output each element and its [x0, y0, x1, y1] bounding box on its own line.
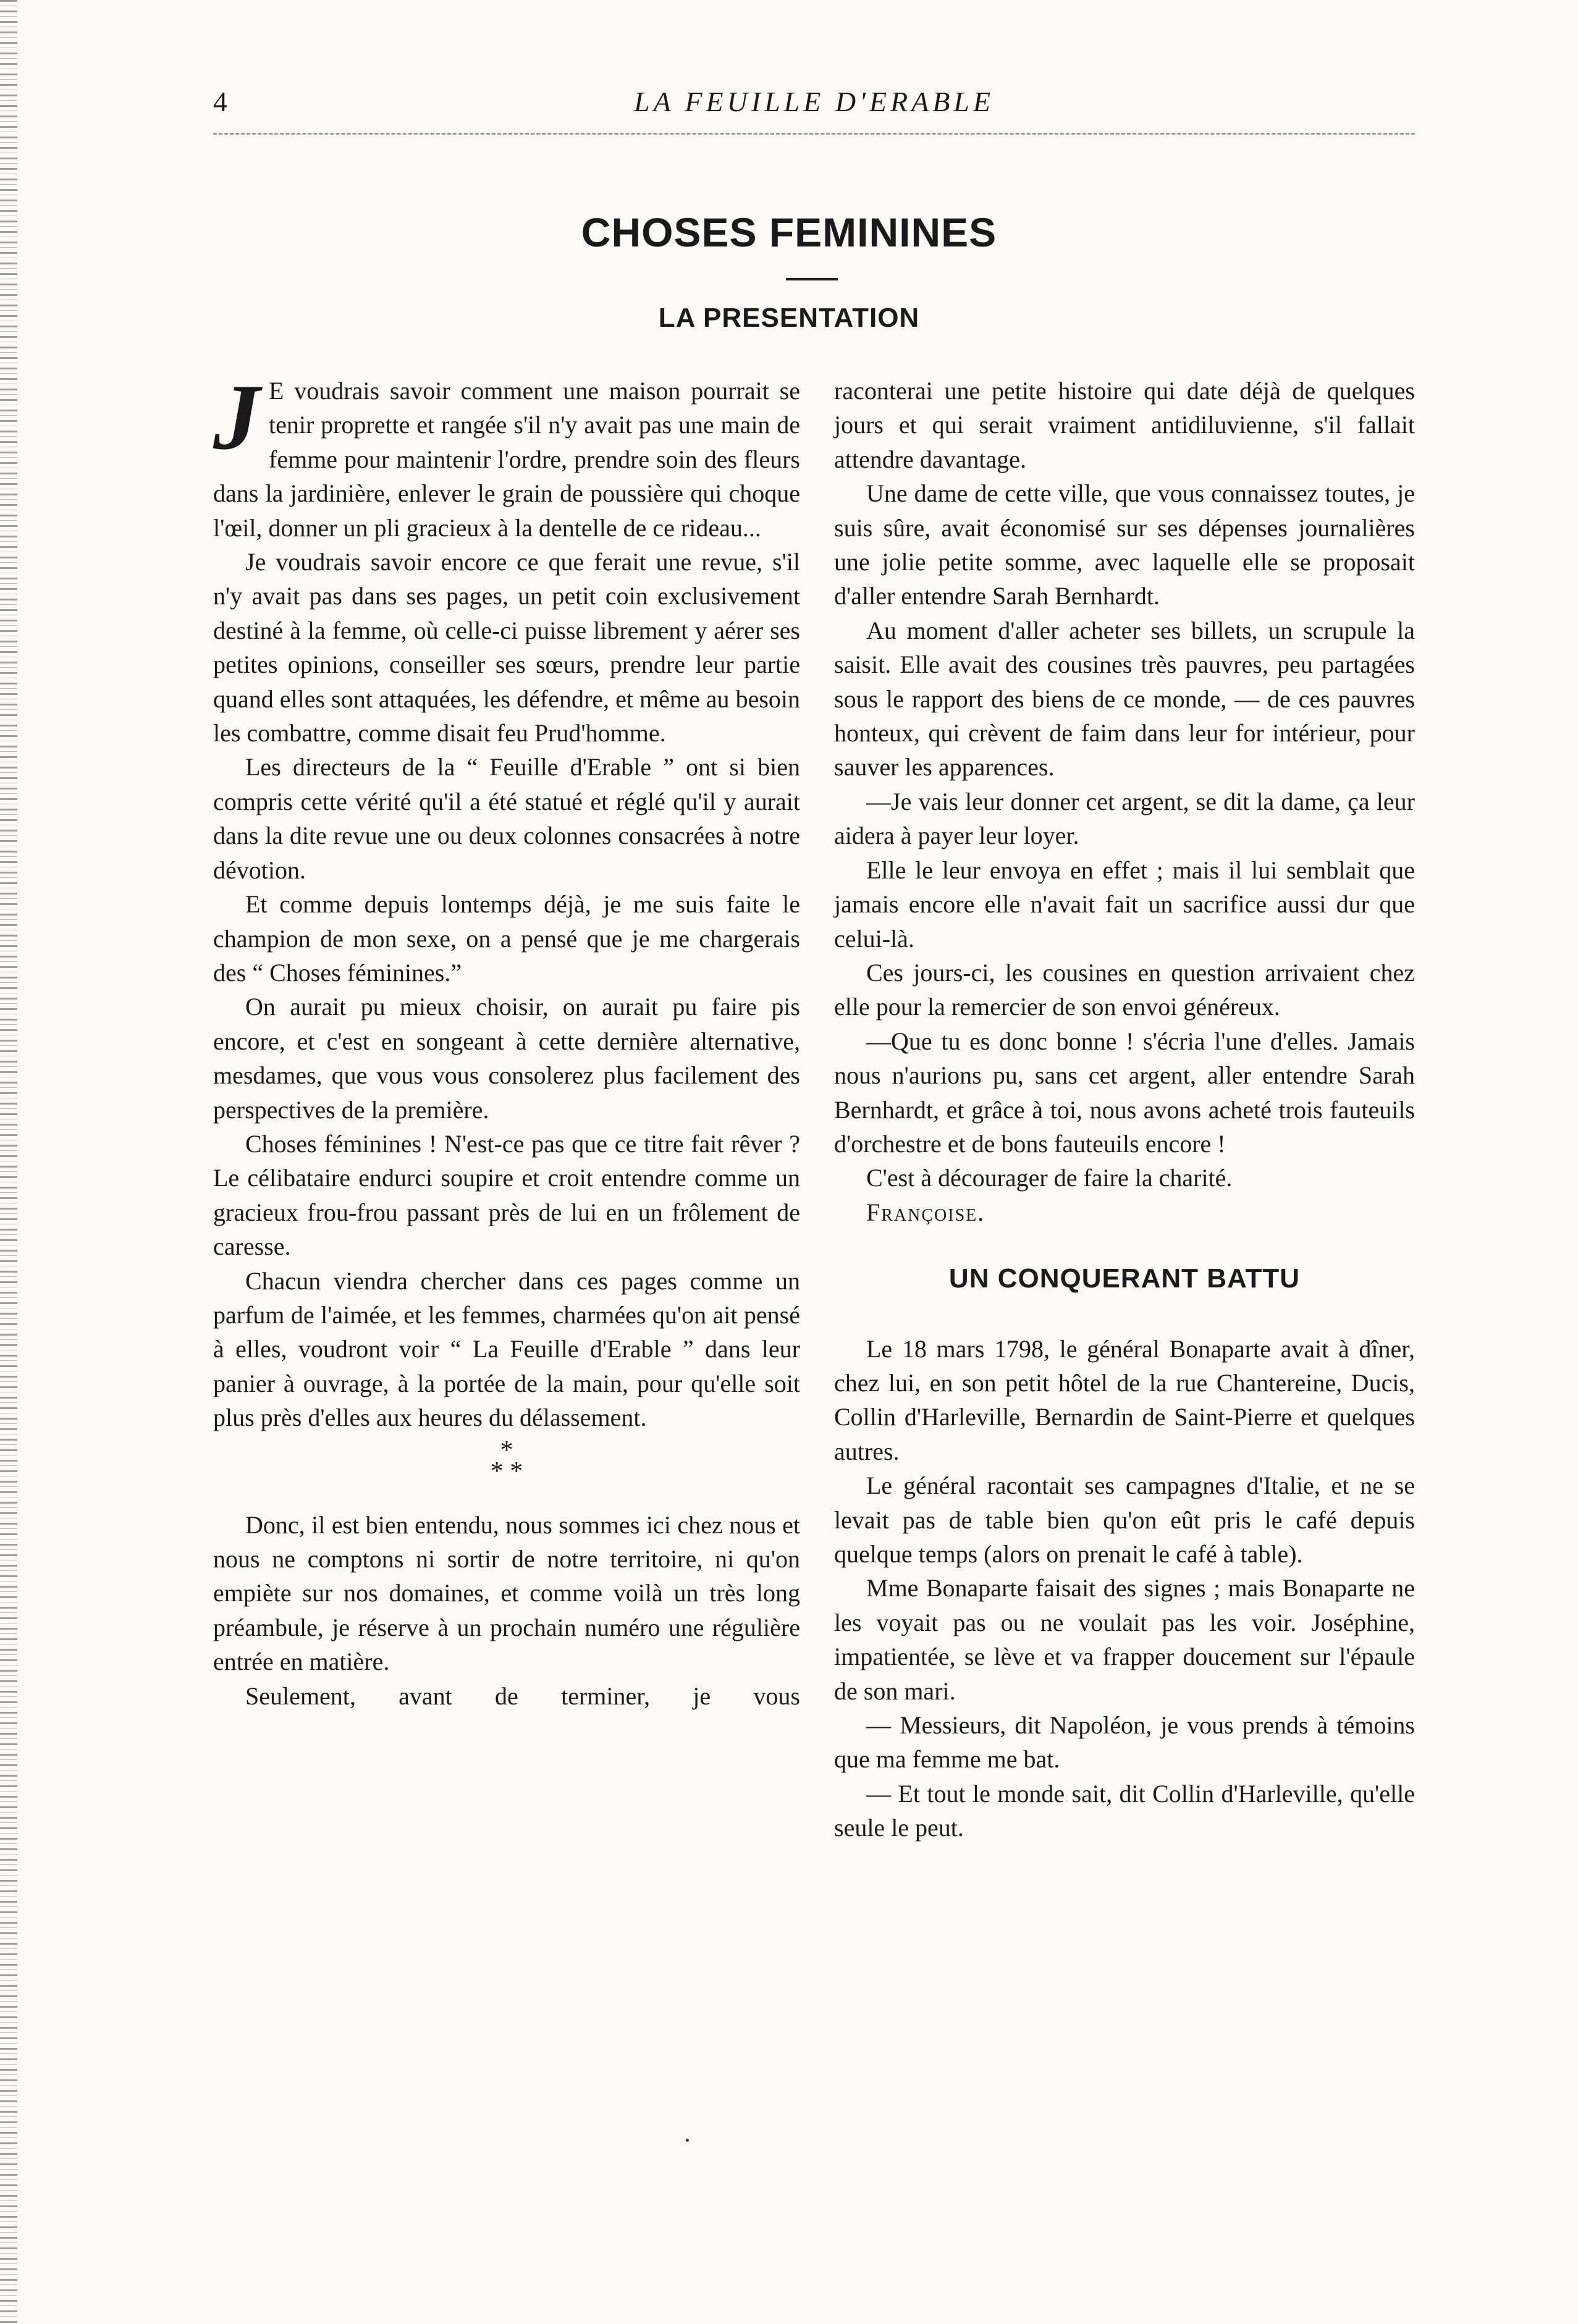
paragraph: Ces jours-ci, les cousines en question arrivaient chez elle pour la remercier de son envoi généreux.: [834, 958, 1415, 1021]
paragraph: raconterai une petite histoire qui date déjà de quelques jours et qui serait vraiment antidiluvienne, s'il fallait attendre davantage.: [834, 377, 1415, 473]
article-subtitle: LA PRESENTATION: [658, 303, 920, 333]
section-separator: [213, 1435, 800, 1508]
right-column: [834, 374, 1415, 1845]
running-title: LA FEUILLE D'ERABLE: [634, 86, 994, 117]
paragraph: —Que tu es donc bonne ! s'écria l'une d'elles. Jamais nous n'aurions pu, sans cet argent, aller entendre Sarah Bernhardt, et grâce à toi, nous avons acheté trois fauteuils d'orchestre et de bons fauteuils encore !: [834, 1027, 1415, 1158]
paragraph: Les directeurs de la “ Feuille d'Erable ” ont si bien compris cette vérité qu'il a été statué et réglé qu'il y aurait dans la dite revue une ou deux colonnes consacrées à notre dévotion.: [213, 753, 800, 884]
header-rule: [213, 133, 1415, 135]
paragraph: Une dame de cette ville, que vous connaissez toutes, je suis sûre, avait économisé sur ses dépenses journalières une jolie petite somme, avec laquelle elle se proposait d'aller entendre Sarah Bernhardt.: [834, 479, 1415, 610]
paragraph: Le général racontait ses campagnes d'Italie, et ne se levait pas de table bien qu'on eût pris le café depuis quelque temps (alors on prenait le café à table).: [834, 1471, 1415, 1568]
paragraph: Choses féminines ! N'est-ce pas que ce titre fait rêver ? Le célibataire endurci soupire et croit entendre comme un gracieux frou-frou passant près de lui en un frôlement de caresse.: [213, 1129, 800, 1261]
paragraph: Donc, il est bien entendu, nous sommes ici chez nous et nous ne comptons ni sortir de notre territoire, ni qu'on empiète sur nos domaines, et comme voilà un très long préambule, je réserve à un prochain numéro une régulière entrée en matière.: [213, 1510, 800, 1676]
article2-title: UN CONQUERANT BATTU: [948, 1263, 1301, 1294]
separator-glyph: * * *: [490, 1436, 523, 1486]
left-column: [213, 365, 800, 1713]
paragraph: On aurait pu mieux choisir, on aurait pu faire pis encore, et c'est en songeant à cette dernière alternative, mesdames, que vous vous consolerez plus facilement des perspectives de la première.: [213, 993, 800, 1124]
paragraph: Au moment d'aller acheter ses billets, un scrupule la saisit. Elle avait des cousines très pauvres, peu partagées sous le rapport des biens de ce monde, — de ces pauvres honteux, qui crèvent de faim dans leur for intérieur, pour sauver les apparences.: [834, 616, 1415, 781]
page-number: 4: [213, 86, 227, 117]
article-title: CHOSES FEMININES: [581, 209, 997, 255]
paragraph: J E voudrais savoir comment une maison pourrait se tenir proprette et rangée s'il n'y avait pas une main de femme pour maintenir l'ordre, prendre soin des fleurs dans la jardinière, enlever le grain de poussière qui choque l'œil, donner un pli gracieux à la dentelle de ce rideau...: [213, 365, 800, 542]
paragraph: C'est à décourager de faire la charité.: [866, 1164, 1233, 1192]
paragraph: Je voudrais savoir encore ce que ferait une revue, s'il n'y avait pas dans ses pages, un petit coin exclusivement destiné à la femme, où celle-ci puisse librement y aérer ses petites opinions, conseiller ses sœurs, prendre leur partie quand elles sont attaquées, les défendre, et même au besoin les combattre, comme disait feu Prud'homme.: [213, 548, 800, 747]
paragraph: — Et tout le monde sait, dit Collin d'Harleville, qu'elle seule le peut.: [834, 1779, 1415, 1842]
paragraph: Elle le leur envoya en effet ; mais il lui semblait que jamais encore elle n'avait fait un sacrifice aussi dur que celui-là.: [834, 856, 1415, 953]
paragraph: Chacun viendra chercher dans ces pages comme un parfum de l'aimée, et les femmes, charmées qu'on ait pensé à elles, voudront voir “ La Feuille d'Erable ” dans leur panier à ouvrage, à la portée de la main, pour qu'elle soit plus près d'elles aux heures du délassement.: [213, 1266, 800, 1432]
print-speck: [686, 2139, 689, 2142]
page-header: [213, 85, 1415, 128]
paragraph: Seulement, avant de terminer, je vous: [245, 1682, 800, 1710]
paragraph: — Messieurs, dit Napoléon, je vous prends à témoins que ma femme me bat.: [834, 1711, 1415, 1774]
title-rule: [786, 278, 838, 280]
paragraph: Mme Bonaparte faisait des signes ; mais Bonaparte ne les voyait pas ou ne voulait pas les voir. Joséphine, impatientée, se lève et va frapper doucement sur l'épaule de son mari.: [834, 1574, 1415, 1705]
author-signature: Françoise.: [866, 1198, 985, 1226]
paragraph: —Je vais leur donner cet argent, se dit la dame, ça leur aidera à payer leur loyer.: [834, 787, 1415, 850]
paragraph: Et comme depuis lontemps déjà, je me suis faite le champion de mon sexe, on a pensé que je me chargerais des “ Choses féminines.”: [213, 890, 800, 987]
drop-cap: J: [213, 365, 260, 469]
paragraph: Le 18 mars 1798, le général Bonaparte avait à dîner, chez lui, en son petit hôtel de la rue Chantereine, Ducis, Collin d'Harleville, Bernardin de Saint-Pierre et quelques autres.: [834, 1334, 1415, 1465]
scan-edge-artifact: [0, 0, 17, 2324]
